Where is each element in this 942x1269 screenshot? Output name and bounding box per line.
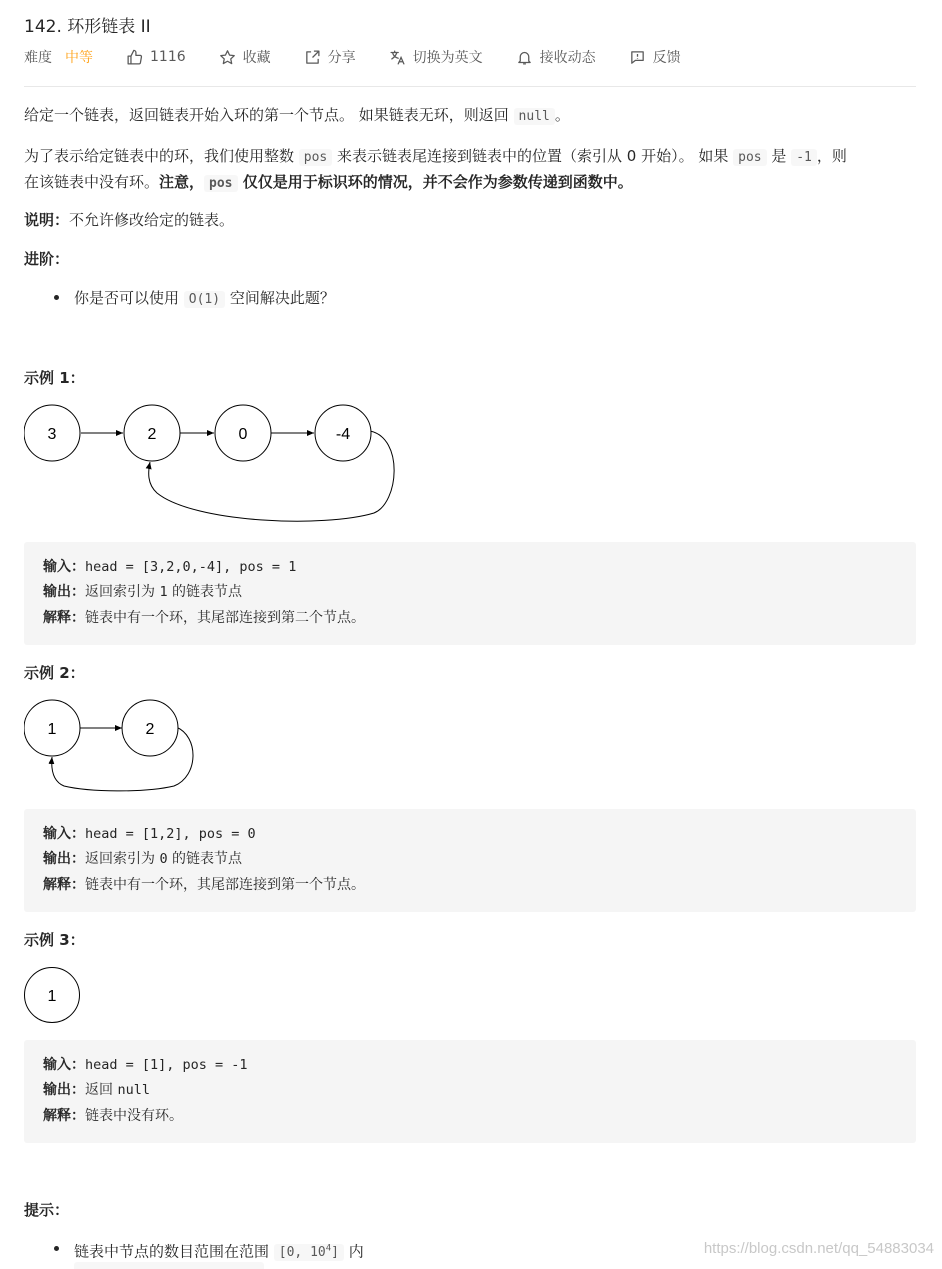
description-text: 为了表示给定链表中的环，我们使用整数 (24, 147, 299, 165)
example-2-code-block (24, 809, 916, 912)
example-2-diagram (24, 698, 234, 798)
problem-page (24, 0, 916, 1269)
problem-title: 142. 环形链表 II (24, 17, 151, 37)
example-1-code-block (24, 542, 916, 645)
output-label: 输出： (43, 851, 85, 867)
explanation-label: 解释： (43, 1108, 85, 1124)
example-explanation (43, 605, 365, 631)
description-text: 来表示链表尾连接到链表中的位置（索引从 0 开始）。 如果 (332, 147, 734, 165)
cutoff-next-line (74, 1262, 264, 1269)
input-label: 输入： (43, 826, 85, 842)
like-button[interactable] (126, 49, 186, 66)
example-1-heading: 示例 1： (24, 369, 85, 387)
range-end: ] (331, 1245, 339, 1261)
range-start: [0, 10 (278, 1245, 326, 1261)
example-3-heading: 示例 3： (24, 931, 85, 949)
advanced-text: 你是否可以使用 (74, 289, 184, 307)
description-text: 是 (766, 147, 792, 165)
input-value: head = [1,2], pos = 0 (85, 826, 256, 842)
bullet (54, 295, 59, 300)
example-explanation (43, 1103, 183, 1129)
note-text: 不允许修改给定的链表。 (69, 211, 235, 229)
advanced-text: 空间解决此题？ (225, 289, 335, 307)
difficulty-label: 难度 (24, 50, 52, 66)
node-value: 2 (147, 426, 157, 443)
feedback-label: 反馈 (652, 50, 681, 66)
note-emphasis: 注意， (159, 173, 205, 191)
example-input (43, 1052, 248, 1078)
example-input (43, 554, 296, 580)
node-value: -4 (335, 426, 351, 443)
example-output (43, 846, 242, 872)
star-icon (219, 49, 236, 66)
note-label: 说明： (24, 211, 70, 229)
description-line (24, 144, 916, 170)
node-value: 2 (145, 721, 155, 738)
difficulty-value: 中等 (65, 50, 93, 66)
output-value: 0 (159, 851, 168, 867)
note-paragraph (24, 208, 916, 232)
description-text: ，则 (816, 147, 847, 165)
output-text: 返回 (85, 1082, 118, 1098)
cutoff-code-fragment (74, 1262, 264, 1269)
inline-code-range (274, 1244, 344, 1261)
input-value: head = [1], pos = -1 (85, 1057, 248, 1073)
description-text: 在该链表中没有环。 (24, 173, 160, 191)
description-paragraph-2 (24, 144, 916, 196)
hints-heading: 提示： (24, 1201, 70, 1219)
notifications-button[interactable] (516, 47, 596, 67)
inline-code-pos: pos (204, 175, 237, 192)
node-value: 3 (47, 426, 57, 443)
example-input (43, 821, 256, 847)
output-label: 输出： (43, 1082, 85, 1098)
example-output (43, 1077, 150, 1103)
switch-language-label: 切换为英文 (412, 50, 483, 66)
example-2-heading: 示例 2： (24, 664, 85, 682)
feedback-button[interactable] (629, 47, 681, 67)
advanced-heading: 进阶： (24, 250, 70, 268)
explanation-label: 解释： (43, 610, 85, 626)
output-value: null (117, 1082, 150, 1098)
input-value: head = [3,2,0,-4], pos = 1 (85, 559, 297, 575)
range-exponent: 4 (325, 1244, 332, 1254)
output-value: 1 (159, 584, 168, 600)
output-text: 返回索引为 (85, 584, 160, 600)
problem-meta-bar (24, 46, 714, 68)
example-output (43, 579, 242, 605)
node-value: 0 (238, 426, 248, 443)
share-icon (304, 49, 321, 66)
thumbs-up-icon (126, 49, 143, 66)
bullet (54, 1246, 59, 1251)
output-text: 的链表节点 (167, 851, 243, 867)
feedback-icon (629, 49, 646, 66)
explanation-label: 解释： (43, 877, 85, 893)
description-line (24, 170, 916, 196)
explanation-text: 链表中没有环。 (85, 1108, 183, 1124)
input-label: 输入： (43, 1057, 85, 1073)
translate-icon (389, 49, 406, 66)
notifications-label: 接收动态 (539, 50, 596, 66)
inline-code-pos: pos (733, 149, 766, 166)
explanation-text: 链表中有一个环，其尾部连接到第一个节点。 (85, 877, 365, 893)
favorite-label: 收藏 (242, 50, 271, 66)
node-value: 1 (47, 988, 57, 1005)
example-3-diagram (24, 966, 84, 1026)
note-emphasis: 仅仅是用于标识环的情况，并不会作为参数传递到函数中。 (237, 173, 633, 191)
description-text: 给定一个链表，返回链表开始入环的第一个节点。 如果链表无环，则返回 (24, 106, 514, 124)
header-divider (24, 86, 916, 87)
hint-text: 内 (344, 1242, 364, 1261)
hint-text: 链表中节点的数目范围在范围 (74, 1242, 274, 1261)
output-label: 输出： (43, 584, 85, 600)
inline-code-o1: O(1) (184, 291, 225, 308)
output-text: 返回索引为 (85, 851, 160, 867)
like-count: 1116 (150, 49, 186, 65)
explanation-text: 链表中有一个环，其尾部连接到第二个节点。 (85, 610, 365, 626)
example-1-diagram (24, 398, 424, 528)
description-text: 。 (554, 106, 570, 124)
advanced-item (74, 286, 335, 312)
watermark: https://blog.csdn.net/qq_54883034 (703, 1240, 934, 1257)
inline-code-null: null (514, 108, 555, 125)
bell-icon (516, 49, 533, 66)
example-explanation (43, 872, 365, 898)
node-value: 1 (47, 721, 57, 738)
share-button[interactable] (304, 47, 356, 67)
inline-code-minus-one: -1 (791, 149, 817, 166)
example-3-code-block (24, 1040, 916, 1143)
share-label: 分享 (327, 50, 356, 66)
switch-language-button[interactable] (389, 47, 483, 67)
input-label: 输入： (43, 559, 85, 575)
description-paragraph-1 (24, 103, 916, 129)
output-text: 的链表节点 (167, 584, 243, 600)
favorite-button[interactable] (219, 47, 271, 67)
inline-code-pos: pos (299, 149, 332, 166)
